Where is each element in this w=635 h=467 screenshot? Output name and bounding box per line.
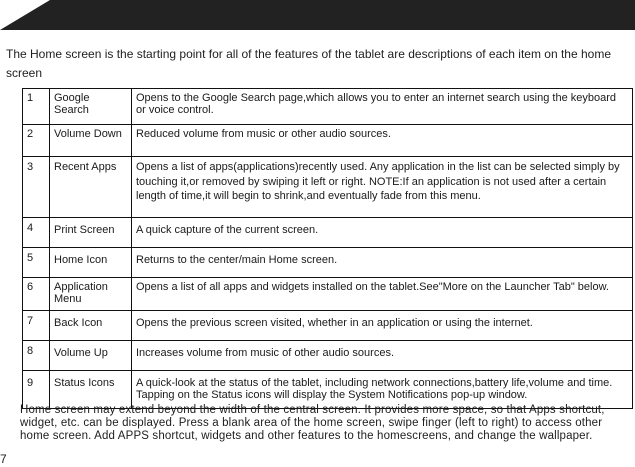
item-number: 2 — [23, 125, 50, 157]
item-name: Google Search — [50, 89, 132, 125]
item-description: Opens the previous screen visited, whether in an application or using the internet. — [132, 311, 633, 341]
item-description: A quick-look at the status of the tablet, including network connections,battery life,volume and time. Tapping on the Status icons will display the System Notifications pop-up window. — [132, 371, 633, 409]
home-screen-items-table — [22, 88, 633, 409]
item-description: A quick capture of the current screen. — [132, 218, 633, 248]
table-row — [23, 125, 633, 157]
item-description: Returns to the center/main Home screen. — [132, 248, 633, 278]
item-number: 3 — [23, 157, 50, 218]
table-row — [23, 89, 633, 125]
table-row — [23, 311, 633, 341]
header-bar — [0, 0, 635, 30]
table-row — [23, 248, 633, 278]
item-number: 4 — [23, 218, 50, 248]
item-name: Back Icon — [50, 311, 132, 341]
intro-paragraph: The Home screen is the starting point for all of the features of the tablet are descriptions of each item on the home screen — [6, 47, 611, 80]
item-name: Volume Down — [50, 125, 132, 157]
item-name: Volume Up — [50, 341, 132, 371]
table-row — [23, 371, 633, 409]
item-description: Opens a list of all apps and widgets installed on the tablet.See"More on the Launcher Tab" below. — [132, 278, 633, 311]
item-number: 1 — [23, 89, 50, 125]
item-number: 9 — [23, 371, 50, 409]
item-name: Recent Apps — [50, 157, 132, 218]
table-row — [23, 218, 633, 248]
table-row — [23, 278, 633, 311]
item-name: Status Icons — [50, 371, 132, 409]
item-number: 7 — [23, 311, 50, 341]
item-description: Reduced volume from music or other audio sources. — [132, 125, 633, 157]
item-description: Opens to the Google Search page,which allows you to enter an internet search using the keyboard or voice control. — [132, 89, 633, 125]
footer-paragraph: Home screen may extend beyond the width of the central screen. It provides more space, so that Apps shortcut, widget, etc. can be displayed. Press a blank area of the home screen, swipe finger (left to right) to access other home screen. Add APPS shortcut, widgets and other features to the homescreens, and change the wallpaper. — [20, 404, 605, 442]
item-name: Application Menu — [50, 278, 132, 311]
table-row — [23, 157, 633, 218]
item-name: Home Icon — [50, 248, 132, 278]
item-number: 5 — [23, 248, 50, 278]
item-name: Print Screen — [50, 218, 132, 248]
item-number: 8 — [23, 341, 50, 371]
table-row — [23, 341, 633, 371]
item-description: Opens a list of apps(applications)recently used. Any application in the list can be selected simply by touching it,or removed by swiping it left or right. NOTE:If an application is not used after a certain length of time,it will begin to shrink,and eventually fade from this menu. — [132, 157, 633, 218]
page-number: 7 — [0, 452, 7, 466]
item-description: Increases volume from music of other audio sources. — [132, 341, 633, 371]
item-number: 6 — [23, 278, 50, 311]
